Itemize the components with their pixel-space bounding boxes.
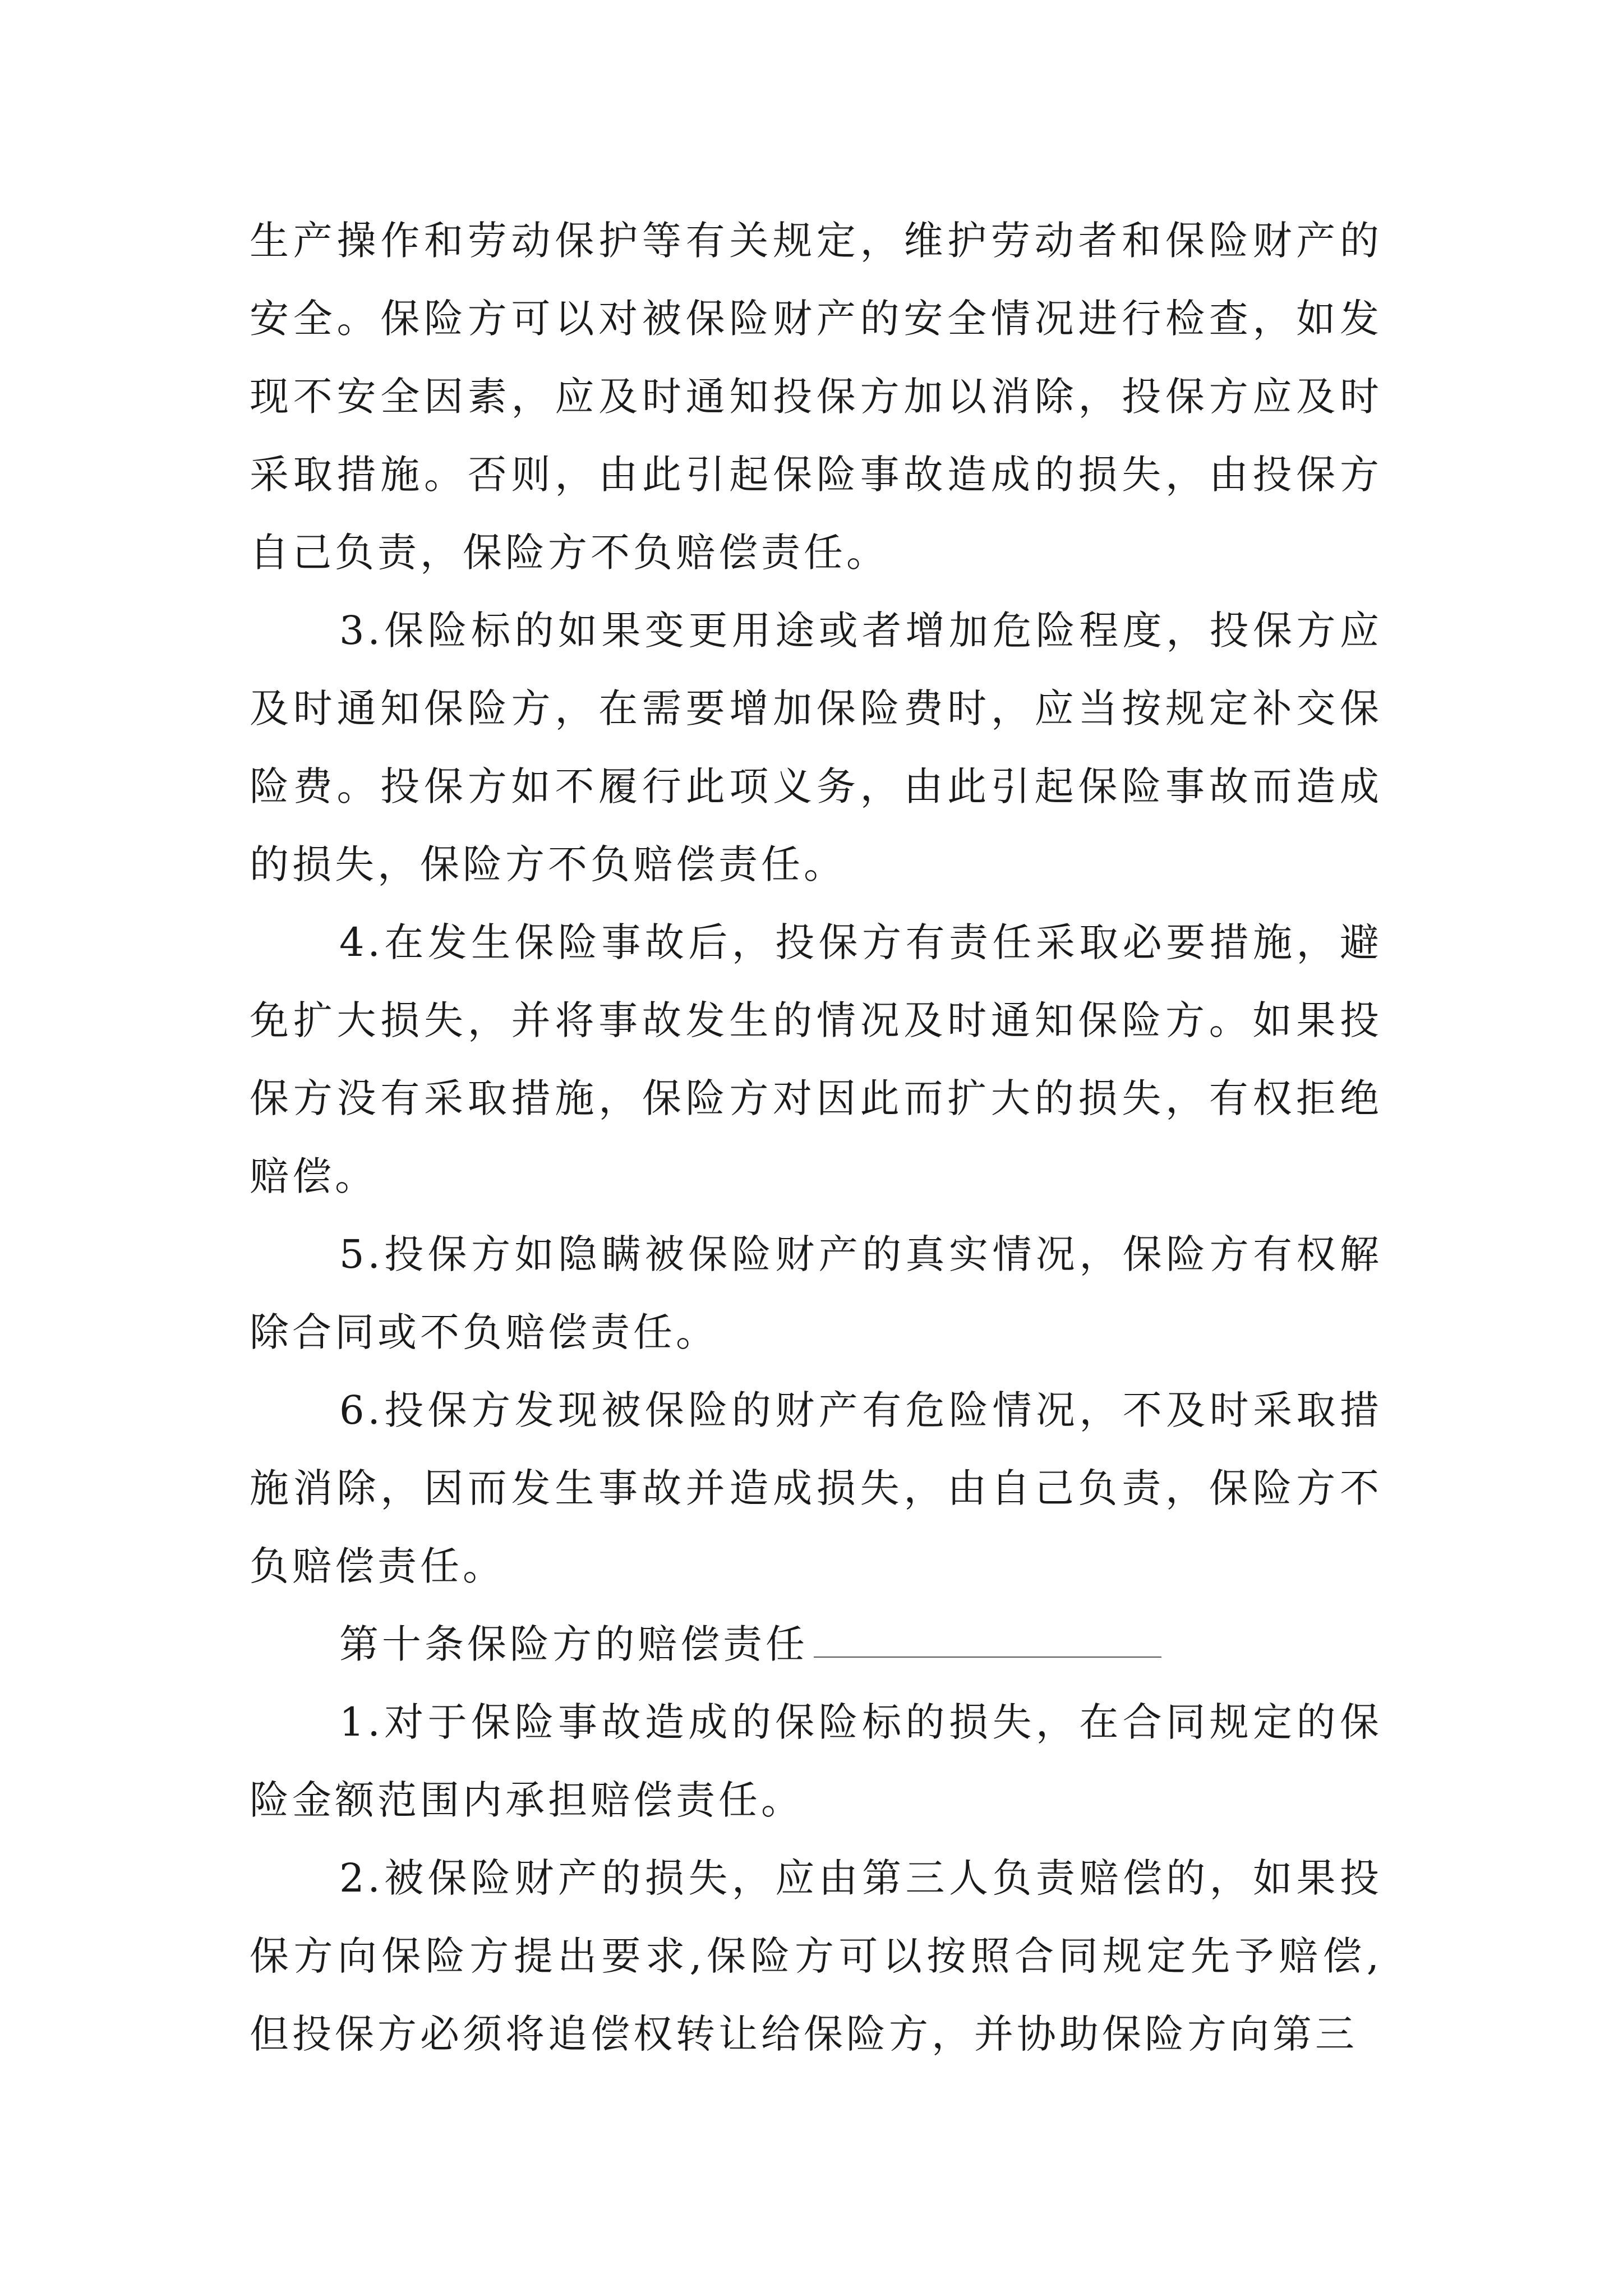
section-heading: 第十条保险方的赔偿责任 xyxy=(339,1621,808,1667)
paragraph-item-4: 4.在发生保险事故后，投保方有责任采取必要措施，避免扩大损失，并将事故发生的情况及时通知保险方。如果投保方没有采取措施，保险方对因此而扩大的损失，有权拒绝赔偿。 xyxy=(250,919,1382,1199)
paragraph-item-5: 5.投保方如隐瞒被保险财产的真实情况，保险方有权解除合同或不负赔偿责任。 xyxy=(250,1231,1382,1355)
section-heading-line xyxy=(250,1605,1382,1683)
document-body xyxy=(250,202,1382,2073)
paragraph-liability-2: 2.被保险财产的损失，应由第三人负责赔偿的，如果投保方向保险方提出要求,保险方可以按照合同规定先予赔偿,但投保方必须将追偿权转让给保险方，并协助保险方向第三 xyxy=(250,1855,1382,2057)
heading-underline xyxy=(814,1657,1161,1658)
paragraph-item-6: 6.投保方发现被保险的财产有危险情况，不及时采取措施消除，因而发生事故并造成损失，由自己负责，保险方不负赔偿责任。 xyxy=(250,1387,1382,1589)
paragraph-safety-inspection: 生产操作和劳动保护等有关规定，维护劳动者和保险财产的安全。保险方可以对被保险财产的安全情况进行检查，如发现不安全因素，应及时通知投保方加以消除，投保方应及时采取措施。否则，由此引起保险事故造成的损失，由投保方自己负责，保险方不负赔偿责任。 xyxy=(250,218,1382,576)
paragraph-item-3: 3.保险标的如果变更用途或者增加危险程度，投保方应及时通知保险方，在需要增加保险费时，应当按规定补交保险费。投保方如不履行此项义务，由此引起保险事故而造成的损失，保险方不负赔偿责任。 xyxy=(250,608,1382,887)
paragraph-liability-1: 1.对于保险事故造成的保险标的损失，在合同规定的保险金额范围内承担赔偿责任。 xyxy=(250,1699,1382,1823)
